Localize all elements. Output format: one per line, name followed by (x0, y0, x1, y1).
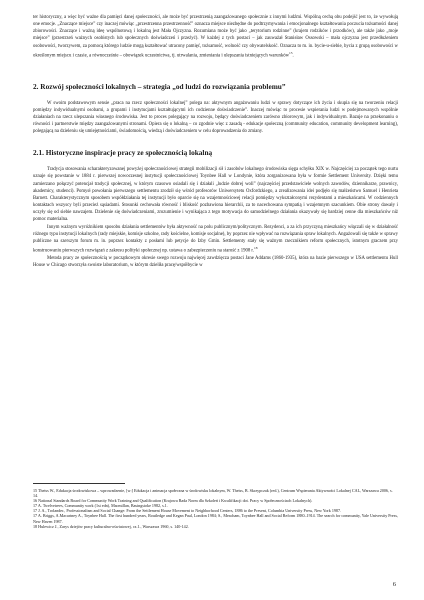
section-2-1-heading: 2.1. Historyczne inspiracje pracy ze społecznością lokalną (33, 148, 213, 158)
paragraph-text: ter historyczny, a więc być ważne dla pamięci danej społeczności, ale może być przestrzenią zaangażowanego społecznie z innymi ludźmi. Wspólną cechą obu podejść jest to, że wywołują one emocje. „Znaczące miejsce” czy inaczej mówiąc „przestrzenna przestrzenność” oznacza miejsce niezbędne do podtrzymywania i emocjonalnego kształtowania poczucia tożsamości danej zbiorowości. Znaczące i ważną ideę wspólnotową i lokalną jest Mała Ojczyzna. Rozumiana może być jako „terytorium rodzinne” (krajem rodzików i przodków), ale także jako „moje miejsce” (przestrzeń ważnych osobistych lub społecznych doświadczeń i przeżyć). W każdej z tych postaci – jak zauważał Stanisław Ossowski – mała ojczyzna jest przedłużeniem osobowości, tworzywem, za pomocą którego ludzie mogą kształtować utracony pamięć, tożsamość, wolność czy obywatelskość. Oznacza to m. in. bycie-u-siebie, bycia z grupą osobowości w określonym miejscu i czasie, a równocześnie – obowiązek uczestnictwa, tj. utrwalania, zmieniania i ulepszania istniejących warunków (33, 15, 398, 59)
footnote: 18 Hulewicz J., Zarys dziejów pracy kulturalno-oświatowej, cz.1., Warszawa 1960, s. 140-142. (33, 523, 189, 529)
section-2-1-paragraph-1: Tradycja stosowania scharakteryzowanej powyżej społecznościowej strategii mobilizacji sił i zasobów lokalnego środowiska sięga schyłku XIX w. Najczęściej za początek tego nurtu uznaje się powstanie w 1884 r. pierwszej nowoczesnej instytucji społecznościowej Toynbee Hall w Londynie, która zorganizowana była w formie Settlement University. Dzięki temu zamierzano połączyć potencjał tradycji społecznej, w którym czasowo osiadali się i działali „ludzie dobrej woli” (najczęściej przedstawiciele wolnych zawodów, dziennikarze, prawnicy, akademicy, studenci). Pomysł powołania pierwszego settlementu zrodził się wśród profesorów Uniwersytetu Oxfordzkiego, a zrealizowania idei podjęło się małżeństwo Samuel i Henrieta Barnett. Charakterystycznym sposobem współdziałania tej instytucji było oparcie się na wzajemnościowej relacji pomiędzy wykształconymi rezydentami a mieszkańcami. W codziennych kontaktach wszyscy byli przecież sąsiadami. Stosunki cechowała równość i bliskość pozbawiona hierarchii, za to nacechowana sympatią i wzajemnym szacunkiem. Obie strony dawały i uczyły się od siebie nawzajem. Dzielenie się doświadczeniami, zrozumienie i wynikająca z tego motywacja do samodzielnego działania okazywały się bardziej cenne dla mieszkańców niż pomoc materialna. (33, 167, 398, 223)
footnote: 16 National Standards Board for Community Work Training and Qualification (Krajowa Rada Norm dla Szkoleń i Kwalifikacji dot. Pracy w Społecznościach Lokalnych). (33, 498, 313, 504)
page-number: 6 (392, 581, 396, 588)
section-2-1-paragraph-3: Metoda pracy ze społecznością w początkowym okresie swego rozwoju najwięcej zawdzięcza postaci Jane Addams (1860-1935), która na bazie pierwszego w USA settlementu Hull House w Chicago stworzyła swoiste laboratorium, w którym dzieliła pracę/współbycie w (33, 255, 398, 268)
footnote-ref: 15 (289, 50, 293, 55)
footnote-ref: 18 (253, 246, 258, 251)
section-2-paragraph: W swoim podstawowym sensie „praca na rzecz społeczności lokalnej” polega na: aktywnym angażowaniu ludzi w sprawy dotyczące ich życia i skupia się na tworzeniu relacji pomiędzy indywidualnymi osobami, a grupami i instytucjami kształtującymi ich codzienne doświadczenie”. Inaczej mówiąc to procesie wspierania ludzi w podejmowanych wspólnie działaniach na rzecz ulepszania własnego środowiska. Jest to proces polegający na rozwoju, będący doświadczeniem zarówno zbiorowym, jak i indywidualnym. Bazuje na przekonaniu o równości i partnerstwie między zaangażowanymi stronami. Opiera się o lokalną – co zgodnie więc z zasadą - edukacje społeczną (community education, community development learning), polegającą na dzieleniu się umiejętnościami, świadomością, wiedzą i doświadczeniem w celu doprowadzenia do zmiany. (33, 100, 398, 135)
body-paragraph-top: ter historyczny, a więc być ważne dla pamięci danej społeczności, ale może być przestrzenią zaangażowanego społecznie z innymi ludźmi. Wspólną cechą obu podejść jest to, że wywołują one emocje. „Znaczące miejsce” czy inaczej mówiąc „przestrzenna przestrzenność” oznacza miejsce niezbędne do podtrzymywania i emocjonalnego kształtowania poczucia tożsamości danej zbiorowości. Znaczące i ważną ideę wspólnotową i lokalną jest Mała Ojczyzna. Rozumiana może być jako „terytorium rodzinne” (krajem rodzików i przodków), ale także jako „moje miejsce” (przestrzeń ważnych osobistych lub społecznych doświadczeń i przeżyć). W każdej z tych postaci – jak zauważał Stanisław Ossowski – mała ojczyzna jest przedłużeniem osobowości, tworzywem, za pomocą którego ludzie mogą kształtować utracony pamięć, tożsamość, wolność czy obywatelskość. Oznacza to m. in. bycie-u-siebie, bycia z grupą osobowości w określonym miejscu i czasie, a równocześnie – obowiązek uczestnictwa, tj. utrwalania, zmieniania i ulepszania istniejących warunków$^{15}$. (33, 15, 398, 59)
footnote: 17 A. Briggs, A.Macartney A., Toynbee Hall. The first hundred years, Routledge and Kegan Paul, London 1984; S., Meacham, Toynbee Hall and Social Reform 1880–1914. The search for community, Yale University Press, New Haven 1987. (33, 513, 398, 524)
footnote: 15 Theiss W., Edukacja środowiskowa – wprowadzenie, [w:] Edukacja i animacja społeczna w środowisku lokalnym, W. Theiss, B. Skrzypczak (red.), Centrum Wspierania Aktywności Lokalnej CAL, Warszawa 2006, s. 14. (33, 488, 393, 499)
footnote: 17 J. A., Trolander., Professionalism and Social Change: From the Settlement House Movement to Neighborhood Centers, 1886 to the Present, Columbia University Press, New York 1987. (33, 508, 342, 514)
section-2-1-paragraph-2 (33, 224, 398, 255)
footnote: 17 A. Twelvetrees, Community work (1st edn), Macmillan, Basingstoke 1982, s.1. (33, 503, 168, 509)
paragraph-text: Innym ważnym wyróżnikiem sposobu działania settlementów była aktywność na polu publicznym/politycznym. Rezydenci, a za ich przyczyną mieszkańcy włączali się w działalność różnego typu instytucji lokalnych (rady miejskie, komisje szkolne, rady kościelne, komisje socjalne), by poprzez nie wpływać na rozwiązania spraw lokalnych. Angażowali się także w sprawy publiczne na szerszym forum m. in. poprzez kontakty z posłami lub petycje do Izby Gmin. Settlementy stały się ważnym rzecznikiem reform społecznych, istotnym graczem przy konstruowaniu pierwszych rozwiązań z zakresu polityki społecznej np. ustawa o zabezpieczeniu na starość z 1908 r. (33, 224, 398, 254)
section-2-heading: 2. Rozwój społeczności lokalnych – strategia „od ludzi do rozwiązania problemu” (33, 81, 286, 91)
footnote-separator (33, 483, 125, 484)
footnotes (33, 483, 398, 529)
